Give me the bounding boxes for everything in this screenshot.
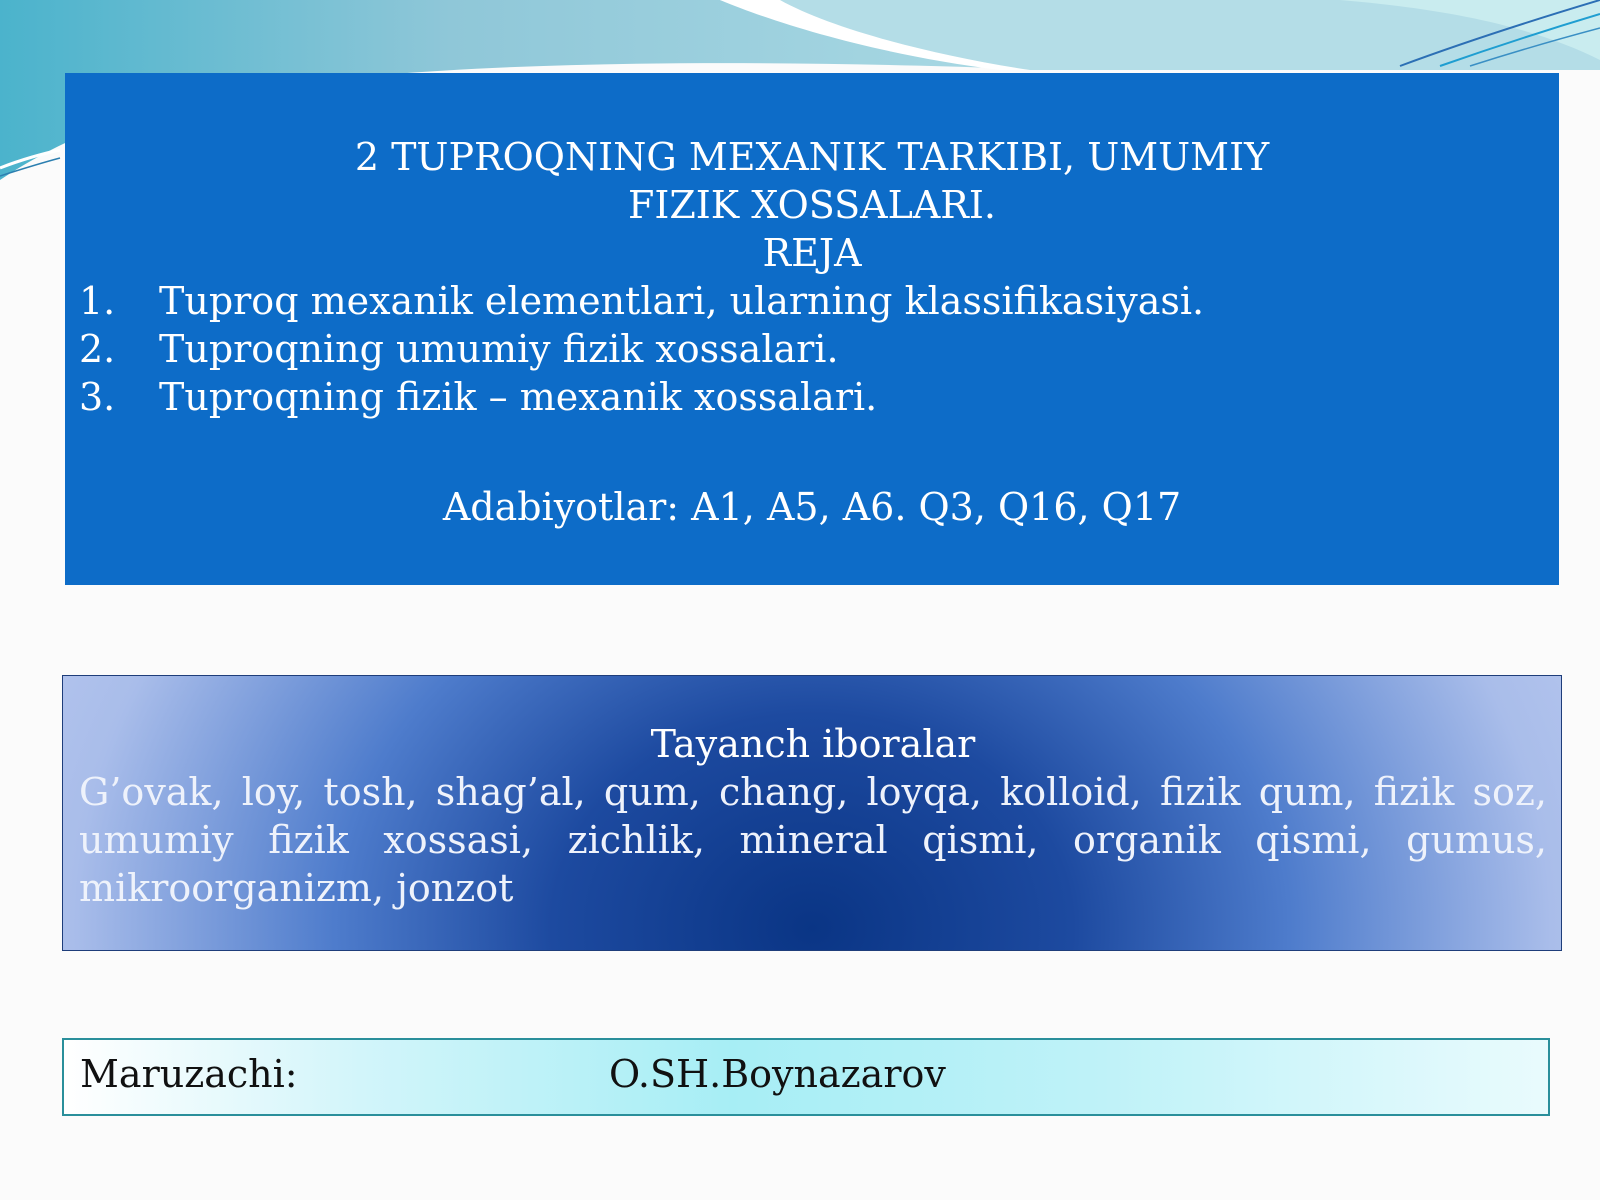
speaker-box xyxy=(62,1038,1550,1116)
plan-item-number: 3. xyxy=(79,375,116,419)
plan-item-number: 2. xyxy=(79,327,116,371)
keywords-text: G’ovak, loy, tosh, shag’al, qum, chang, loyqa, kolloid, fizik qum, fizik soz, umumiy fizik xossasi, zichlik, mineral qismi, organik qismi, gumus, mikroorganizm, jonzot xyxy=(79,770,1547,910)
plan-heading: REJA xyxy=(762,231,862,275)
slide-title-line-2: FIZIK XOSSALARI. xyxy=(627,183,996,227)
plan-list xyxy=(79,277,1545,421)
speaker-name: O.SH.Boynazarov xyxy=(609,1052,946,1096)
keywords-title: Tayanch iboralar xyxy=(650,722,976,766)
plan-item-text: Tuproqning fizik – mexanik xossalari. xyxy=(159,375,878,419)
plan-item xyxy=(79,277,1545,325)
speaker-label: Maruzachi: xyxy=(80,1052,298,1096)
keywords-box xyxy=(62,675,1562,951)
plan-item-text: Tuproqning umumiy fizik xossalari. xyxy=(159,327,839,371)
plan-item xyxy=(79,325,1545,373)
plan-item-number: 1. xyxy=(79,279,116,323)
plan-item-text: Tuproq mexanik elementlari, ularning klassifikasiyasi. xyxy=(159,279,1205,323)
references-line: Adabiyotlar: A1, A5, A6. Q3, Q16, Q17 xyxy=(442,485,1182,529)
plan-item xyxy=(79,373,1545,421)
title-plan-box xyxy=(65,73,1559,585)
slide-title-line-1: 2 TUPROQNING MEXANIK TARKIBI, UMUMIY xyxy=(354,135,1270,179)
